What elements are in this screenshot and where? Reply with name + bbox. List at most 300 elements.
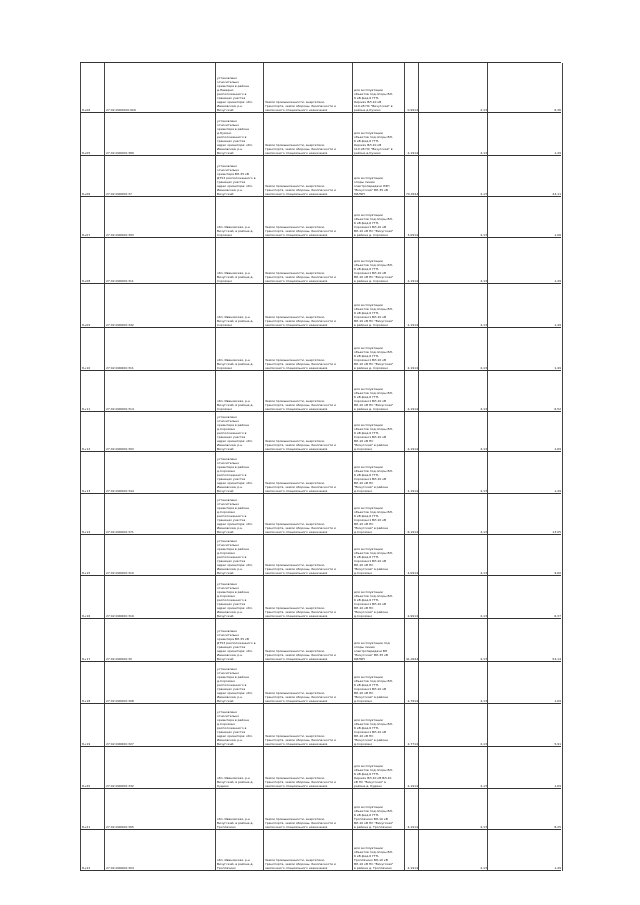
cell-area-text: 41,0914 — [406, 657, 419, 661]
cell-area-text: 2,1914 — [407, 866, 418, 870]
cell-permitted-use-text: для эксплуатации объектов под опоры ВЛ- 6 кВ фид.6 ГТП- Киржач ВЛ-10 кВ 110 кВ ПС "Вичугская" в районе д.Кузино — [354, 131, 393, 155]
cell-area-text: 2,1914 — [407, 323, 418, 327]
cell-location-text: обл. Ивановская, р-н Вичугский, в районе д. Сорохино — [217, 225, 254, 237]
table-row — [80, 327, 561, 371]
cell-permitted-use-text: для эксплуатации объектов под опоры ВЛ- 6 кВ фид.6 ГТП- Сорохино1 ВЛ-10 кВ ВЛ-10 кВ ПС "Вичугская" в районе д. Сорохино — [354, 346, 394, 370]
cell-land-category-text: Земли промышленности, энергетики, транспорта, земли обороны, безопасности и земли иного специального назначения — [265, 399, 336, 411]
cell-cadastral-number-text: 27:02:000000:37 — [106, 192, 132, 196]
cell-number-text: 8+18 — [82, 699, 91, 703]
cell-cadastral-number — [104, 535, 216, 576]
cell-land-category-text: Земли промышленности, энергетики, транспорта, земли обороны, безопасности и земли иного специального назначения — [265, 481, 336, 493]
cell-rate — [418, 704, 488, 747]
cell-area-text: 2,1914 — [407, 784, 418, 788]
cell-land-category — [263, 576, 353, 619]
table-row — [80, 534, 561, 576]
cell-permitted-use — [352, 704, 405, 747]
cell-area-text: 6,1914 — [407, 530, 418, 534]
cell-location-text: обл. Ивановская, р-н Вичугский, в районе д. Кудино — [217, 776, 254, 788]
cell-rate — [418, 619, 488, 662]
cell-permitted-use — [352, 328, 405, 371]
cell-number-text: 8+07 — [82, 233, 91, 237]
cell-cadastral-number — [104, 494, 216, 535]
cell-rate — [418, 494, 488, 535]
cell-sum-text: 1,49 — [554, 366, 561, 370]
cell-cadastral-number-text: 27:02:000000:310 — [106, 571, 134, 575]
cell-number-text: 8+17 — [82, 657, 91, 661]
cell-cadastral-number-text: 27:02:000000:314 — [106, 407, 134, 411]
cell-sum — [487, 494, 563, 535]
cell-land-category-text: Земли промышленности, энергетики, транспорта, земли обороны, безопасности и земли иного специального назначения — [265, 817, 336, 829]
cell-number — [80, 494, 105, 535]
cell-location — [215, 830, 264, 871]
cell-area-text: 70,0914 — [406, 192, 419, 196]
cell-rate-text: 2,13 — [480, 192, 487, 196]
cell-area — [404, 328, 419, 371]
cell-rate-text: 2,13 — [480, 742, 487, 746]
cell-rate — [418, 576, 488, 619]
cell-permitted-use-text: для эксплуатации объектов под опоры ВЛ- 6 кВ фид.6 ГТП- Сорохино1 ВЛ-10 кВ ВЛ-10 кВ ПС "Вичугская" в районе д. Сорохино — [354, 387, 394, 411]
cell-permitted-use — [352, 63, 405, 113]
cell-sum — [487, 113, 563, 156]
cell-sum-text: 13,05 — [552, 530, 561, 534]
cell-permitted-use-text: для эксплуатации объектов под опоры ВЛ- 6 кВ фид.6 ГТП- Сорохино1 ВЛ-10 кВ ВЛ-10 кВ ПС "Вичугская" в районе д. Сорохино — [354, 259, 394, 283]
cell-number-text: 8+12 — [82, 447, 91, 451]
cell-area — [404, 535, 419, 576]
cell-number — [80, 452, 105, 494]
cell-land-category-text: Земли промышленности, энергетики, транспорта, земли обороны, безопасности и земли иного специального назначения — [265, 691, 336, 703]
cell-sum-text: 24,11 — [552, 192, 561, 196]
cell-area — [404, 238, 419, 284]
cell-area — [404, 452, 419, 494]
table-row — [80, 62, 561, 113]
cell-area-text: 2,1914 — [407, 489, 418, 493]
cell-rate-text: 2,13 — [480, 366, 487, 370]
cell-location-text: установлено относительно ориентира в районе д.Сорохино расположенного в границах участка адрес ориентира: обл. Ивановская, р-н Вичугский — [217, 582, 253, 618]
cell-land-category — [263, 63, 353, 113]
cell-sum-text: 1,49 — [554, 489, 561, 493]
cell-location-text: обл. Ивановская, р-н Вичугский, в районе д. Сорохино — [217, 315, 254, 327]
cell-land-category — [263, 830, 353, 871]
cell-land-category-text: Земли промышленности, энергетики, транспорта, земли обороны, безопасности и земли иного специального назначения — [265, 522, 336, 534]
cell-rate-text: 2,13 — [480, 571, 487, 575]
cell-sum-text: 1,69 — [554, 784, 561, 788]
table-row — [80, 575, 561, 619]
cell-permitted-use-text: для эксплуатации объектов под опоры ВЛ- 6 кВ фид.6 ГТП- Сорохино1 ВЛ-10 кВ ВЛ-10 кВ ПС "Вичугская" в районе д.Сорохино — [354, 547, 393, 575]
cell-number — [80, 789, 105, 830]
cell-number-text: 8+06 — [82, 192, 91, 196]
cell-sum — [487, 830, 563, 871]
cell-rate — [418, 452, 488, 494]
cell-sum — [487, 619, 563, 662]
cell-sum-text: 8,25 — [554, 825, 561, 829]
cell-location — [215, 63, 264, 113]
cell-cadastral-number-text: 27:02:000000:332 — [106, 784, 134, 788]
cell-sum-text: 1,49 — [554, 866, 561, 870]
cell-permitted-use — [352, 452, 405, 494]
cell-area — [404, 113, 419, 156]
cell-number-text: 8+16 — [82, 614, 91, 618]
cell-number-text: 8+10 — [82, 366, 91, 370]
cell-area-text: 2,1914 — [407, 151, 418, 155]
cell-cadastral-number-text: 27:02:000000:344 — [106, 489, 134, 493]
cell-sum-text: 9,60 — [554, 571, 561, 575]
cell-number-text: 8+13 — [82, 489, 91, 493]
cell-location — [215, 662, 264, 704]
cell-permitted-use — [352, 830, 405, 871]
cell-cadastral-number — [104, 412, 216, 452]
cell-sum — [487, 576, 563, 619]
table-row — [80, 370, 561, 412]
cell-rate-text: 2,13 — [480, 866, 487, 870]
cell-sum — [487, 747, 563, 789]
cell-location — [215, 704, 264, 747]
cell-number-text: 8+11 — [82, 407, 91, 411]
table-row — [80, 746, 561, 789]
cell-rate — [418, 238, 488, 284]
cell-sum-text: 6,36 — [554, 108, 561, 112]
cell-rate-text: 2,13 — [480, 489, 487, 493]
cell-sum-text: 1,49 — [554, 151, 561, 155]
cell-rate-text: 2,13 — [480, 784, 487, 788]
table-row — [80, 618, 561, 662]
cell-location-text: установлено относительно ориентира в районе д.Сорохино расположенного в границах участка адрес ориентира: обл. Ивановская, р-н Вичугский — [217, 539, 253, 575]
cell-location-text: обл. Ивановская, р-н Вичугский, в районе д. Сорохино — [217, 399, 254, 411]
cell-cadastral-number — [104, 284, 216, 328]
cell-cadastral-number — [104, 747, 216, 789]
cell-permitted-use-text: для эксплуатации объектов под опоры ВЛ- 6 кВ фид.6 ГТП- Троплячино ВЛ-10 кВ ВЛ-10 кВ ПС "Вичугская" в районе д. Троплячино — [354, 846, 394, 870]
cell-location-text: обл. Ивановская, р-н Вичугский, в районе д. Троплячино — [217, 817, 254, 829]
cell-location-text: обл. Ивановская, р-н Вичугский, в районе д. Сорохино — [217, 358, 254, 370]
cell-cadastral-number — [104, 113, 216, 156]
cell-number — [80, 412, 105, 452]
cell-area — [404, 789, 419, 830]
cell-rate — [418, 284, 488, 328]
cell-permitted-use-text: для эксплуатации объектов под опоры ВЛ- 6 кВ фид.6 ГТП- Киржач ВЛ-10 кВ ВЛ-10 кВ ПС "Вичугская" в районе д. Кудино — [354, 764, 393, 788]
cell-sum — [487, 63, 563, 113]
cell-location — [215, 535, 264, 576]
cell-location — [215, 747, 264, 789]
cell-location — [215, 619, 264, 662]
cell-sum — [487, 412, 563, 452]
cell-land-category-text: Земли промышленности, энергетики, транспорта, земли обороны, безопасности и земли иного специального назначения — [265, 776, 336, 788]
cell-sum — [487, 452, 563, 494]
cell-sum-text: 6,52 — [554, 407, 561, 411]
cell-sum — [487, 371, 563, 412]
cell-location-text: обл. Ивановская, р-н Вичугский, в районе д. Сорохино — [217, 271, 254, 283]
cell-land-category — [263, 747, 353, 789]
cell-cadastral-number-text: 27:02:0000000:909 — [106, 108, 136, 112]
cell-rate-text: 2,13 — [480, 108, 487, 112]
cell-permitted-use-text: для эксплуатации объектов под опоры ВЛ- 6 кВ фид.6 ГТП- Сорохино1 ВЛ-10 кВ ВЛ-10 кВ ПС "Вичугская" в районе д.Сорохино — [354, 718, 393, 746]
cell-area-text: 2,7914 — [407, 699, 418, 703]
cell-land-category-text: Земли промышленности, энергетики, транспорта, земли обороны, безопасности и земли иного специального назначения — [265, 649, 336, 661]
cell-land-category-text: Земли промышленности, энергетики, транспорта, земли обороны, безопасности и земли иного специального назначения — [265, 563, 336, 575]
cell-cadastral-number — [104, 704, 216, 747]
cell-sum-text: 6,37 — [554, 614, 561, 618]
cell-cadastral-number-text: 27:02:000000:311 — [106, 279, 134, 283]
cell-rate-text: 2,13 — [480, 530, 487, 534]
cell-location-text: установлено относительно ориентира в районе д.Сорохино расположенного в границах участка адрес ориентира: обл. Ивановская, р-н Вичугский — [217, 710, 253, 746]
cell-cadastral-number — [104, 371, 216, 412]
cell-number — [80, 619, 105, 662]
cell-rate-text: 2,13 — [480, 825, 487, 829]
cell-sum — [487, 238, 563, 284]
cell-land-category — [263, 284, 353, 328]
cell-land-category — [263, 238, 353, 284]
cell-cadastral-number-text: 27:02:000000:389 — [106, 151, 134, 155]
cell-land-category-text: Земли промышленности, энергетики, транспорта, земли обороны, безопасности и земли иного специального назначения — [265, 100, 336, 112]
cell-cadastral-number-text: 27:02:000000:304 — [106, 866, 134, 870]
cell-rate-text: 2,13 — [480, 614, 487, 618]
cell-area — [404, 197, 419, 238]
cell-rate — [418, 662, 488, 704]
cell-cadastral-number — [104, 63, 216, 113]
cell-land-category-text: Земли промышленности, энергетики, транспорта, земли обороны, безопасности и земли иного специального назначения — [265, 358, 336, 370]
cell-sum — [487, 284, 563, 328]
cell-rate — [418, 328, 488, 371]
cell-sum-text: 5,91 — [554, 742, 561, 746]
cell-area — [404, 576, 419, 619]
table-row — [80, 661, 561, 704]
cell-rate-text: 2,13 — [480, 407, 487, 411]
cell-permitted-use-text: для эксплуатации объектов под опоры ВЛ- 6 кВ фид.6 ГТП- Сорохино1 ВЛ-10 кВ ВЛ-10 кВ ПС "Вичугская" в районе д.Сорохино — [354, 423, 393, 451]
cell-area-text: 2,9914 — [407, 614, 418, 618]
cell-cadastral-number-text: 27:02:000000:30 — [106, 657, 132, 661]
cell-land-category — [263, 662, 353, 704]
cell-permitted-use-text: для эксплуатации объектов под опоры ВЛ- 6 кВ фид.6 ГТП- Сорохино1 ВЛ-10 кВ ВЛ-10 кВ ПС "Вичугская" в районе д.Сорохино — [354, 675, 393, 703]
cell-number-text: 8+08 — [82, 279, 91, 283]
cell-area-text: 2,1914 — [407, 279, 418, 283]
cell-land-category-text: Земли промышленности, энергетики, транспорта, земли обороны, безопасности и земли иного специального назначения — [265, 858, 336, 870]
cell-permitted-use — [352, 284, 405, 328]
cell-location-text: установлено относительно ориентира в районе д.Сорохино расположенного в границах участка адрес ориентира: обл. Ивановская, р-н Вичугский — [217, 498, 253, 534]
cell-location-text: установлено относительно ориентира в районе д.Сорохино расположенного в границах участка адрес ориентира: обл. Ивановская, р-н Вичугский — [217, 457, 253, 493]
cell-area — [404, 494, 419, 535]
cell-rate — [418, 789, 488, 830]
cell-cadastral-number — [104, 830, 216, 871]
cell-number — [80, 747, 105, 789]
cell-sum-text: 1,49 — [554, 323, 561, 327]
cell-cadastral-number-text: 27:02:000000:327 — [106, 742, 134, 746]
cell-number-text: 8+06 — [82, 108, 91, 112]
cell-cadastral-number — [104, 789, 216, 830]
cell-rate-text: 2,13 — [480, 323, 487, 327]
table-row — [80, 829, 561, 871]
table-row — [80, 283, 561, 328]
cell-location-text: обл. Ивановская, р-н Вичугский, в районе д. Троплячино — [217, 858, 254, 870]
cell-cadastral-number-text: 27:02:000000:319 — [106, 614, 134, 618]
cell-location — [215, 156, 264, 197]
cell-area — [404, 619, 419, 662]
cell-cadastral-number — [104, 238, 216, 284]
table-row — [80, 196, 561, 238]
cell-rate-text: 2,13 — [480, 447, 487, 451]
cell-number-text: 8+22 — [82, 866, 91, 870]
cell-sum-text: 1,69 — [554, 447, 561, 451]
cell-rate-text: 2,13 — [480, 657, 487, 661]
cell-permitted-use-text: для эксплуатации под опоры линии электропередачи ВЛ "Вичугская" ВЛ-35 кВ КИЛ9Н — [354, 641, 390, 661]
cell-rate-text: 2,13 — [480, 151, 487, 155]
cell-area — [404, 830, 419, 871]
cell-permitted-use — [352, 619, 405, 662]
cell-number — [80, 371, 105, 412]
cell-permitted-use — [352, 662, 405, 704]
table-row — [80, 451, 561, 494]
cell-area-text: 2,1914 — [407, 447, 418, 451]
cell-permitted-use-text: для эксплуатации опоры линии электропередачи ЛЭП "Вичугская" ВЛ-35 кВ КИЛ9Н — [354, 176, 390, 196]
cell-area — [404, 284, 419, 328]
cell-area-text: 4,1914 — [407, 825, 418, 829]
cell-location-text: установлено относительно ориентира ВЛ-35 кВ ДТЧ3 расположенного в границах участка адрес ориентира: обл. Ивановская, р-н Вичугский — [217, 629, 256, 661]
cell-sum — [487, 704, 563, 747]
cell-land-category-text: Земли промышленности, энергетики, транспорта, земли обороны, безопасности и земли иного специального назначения — [265, 606, 336, 618]
cell-number-text: 8+15 — [82, 571, 91, 575]
cell-location — [215, 576, 264, 619]
cell-land-category — [263, 371, 353, 412]
cell-cadastral-number — [104, 452, 216, 494]
cell-location — [215, 197, 264, 238]
table-row — [80, 411, 561, 452]
cell-permitted-use — [352, 789, 405, 830]
cell-permitted-use-text: для эксплуатации объектов под опоры ВЛ- 6 кВ фид.6 ГТП- Сорохино1 ВЛ-10 кВ ВЛ-10 кВ ПС "Вичугская" в районе д.Сорохино — [354, 506, 393, 534]
cell-land-category — [263, 494, 353, 535]
cell-rate — [418, 113, 488, 156]
cell-number — [80, 197, 105, 238]
cell-sum — [487, 662, 563, 704]
cell-area — [404, 704, 419, 747]
cell-number — [80, 535, 105, 576]
cell-land-category — [263, 789, 353, 830]
cell-permitted-use-text: для эксплуатации объектов под опоры ВЛ- 6 кВ фид.6 ГТП- Сорохино1 ВЛ-10 кВ ВЛ-10 кВ ПС "Вичугская" в районе д. Сорохино — [354, 213, 394, 237]
cell-rate-text: 2,13 — [480, 233, 487, 237]
cell-rate — [418, 830, 488, 871]
cell-area — [404, 412, 419, 452]
cell-area — [404, 371, 419, 412]
cell-rate — [418, 197, 488, 238]
cell-cadastral-number — [104, 156, 216, 197]
cell-land-category — [263, 412, 353, 452]
cell-location — [215, 494, 264, 535]
cell-location-text: установлено относительно ориентира в районе д.Сорохино расположенного в границах участка адрес ориентира: обл. Ивановская, р-н Вичугский — [217, 415, 253, 451]
cell-sum — [487, 156, 563, 197]
cell-cadastral-number-text: 27:02:000000:308 — [106, 699, 134, 703]
cell-permitted-use-text: для эксплуатации объектов под опоры ВЛ- 6 кВ фид.6 ГТП- Сорохино1 ВЛ-10 кВ ВЛ-10 кВ ПС "Вичугская" в районе д.Сорохино — [354, 590, 393, 618]
cell-number — [80, 238, 105, 284]
cell-location — [215, 452, 264, 494]
cell-area-text: 2,1914 — [407, 407, 418, 411]
cell-land-category-text: Земли промышленности, энергетики, транспорта, земли обороны, безопасности и земли иного специального назначения — [265, 271, 336, 283]
cell-area-text: 2,7714 — [407, 742, 418, 746]
cell-land-category — [263, 328, 353, 371]
cell-land-category — [263, 156, 353, 197]
cell-rate-text: 2,13 — [480, 279, 487, 283]
cell-land-category — [263, 704, 353, 747]
cell-sum-text: 1,69 — [554, 699, 561, 703]
table-row — [80, 155, 561, 197]
cell-land-category — [263, 113, 353, 156]
cell-location — [215, 412, 264, 452]
cell-area-text: 3,0914 — [407, 233, 418, 237]
cell-rate-text: 2,13 — [480, 699, 487, 703]
cell-area — [404, 63, 419, 113]
cell-area-text: 2,1914 — [407, 366, 418, 370]
cell-number — [80, 704, 105, 747]
cell-location — [215, 789, 264, 830]
cell-cadastral-number — [104, 619, 216, 662]
cell-permitted-use — [352, 371, 405, 412]
cell-permitted-use — [352, 494, 405, 535]
cell-location-text: установлено относительно ориентира в районе д.Неверно расположенного в границах участка адрес ориентира: обл. Ивановская, р-н Вичугский — [217, 76, 253, 112]
table-row — [80, 237, 561, 284]
cell-land-category-text: Земли промышленности, энергетики, транспорта, земли обороны, безопасности и земли иного специального назначения — [265, 734, 336, 746]
cell-land-category-text: Земли промышленности, энергетики, транспорта, земли обороны, безопасности и земли иного специального назначения — [265, 184, 336, 196]
cell-cadastral-number — [104, 662, 216, 704]
cell-cadastral-number — [104, 576, 216, 619]
cell-land-category — [263, 197, 353, 238]
cell-number — [80, 576, 105, 619]
cell-location-text: установлено относительно ориентира ВЛ-35 кВ ДТЧ3 расположенного в границах участка адрес ориентира: обл. Ивановская, р-н Вичугский — [217, 164, 256, 196]
cell-land-category — [263, 452, 353, 494]
cell-permitted-use — [352, 156, 405, 197]
cell-cadastral-number — [104, 328, 216, 371]
cell-rate — [418, 371, 488, 412]
cell-cadastral-number-text: 27:02:000000:371 — [106, 530, 134, 534]
cell-cadastral-number — [104, 197, 216, 238]
cell-permitted-use — [352, 238, 405, 284]
cell-cadastral-number-text: 27:02:000000:305 — [106, 825, 134, 829]
cell-number-text: 8+05 — [82, 151, 91, 155]
cell-land-category — [263, 619, 353, 662]
cell-sum-text: 1,49 — [554, 279, 561, 283]
cell-permitted-use — [352, 576, 405, 619]
cell-permitted-use-text: для эксплуатации объектов под опоры ВЛ- 6 кВ фид.6 ГТП- Сорохино1 ВЛ-10 кВ ВЛ-10 кВ ПС "Вичугская" в районе д.Сорохино — [354, 465, 393, 493]
cell-cadastral-number-text: 27:02:000000:393 — [106, 447, 134, 451]
cell-permitted-use — [352, 535, 405, 576]
table-row — [80, 112, 561, 156]
cell-number — [80, 830, 105, 871]
cell-rate — [418, 63, 488, 113]
cell-rate — [418, 156, 488, 197]
table-row — [80, 788, 561, 830]
cell-location — [215, 113, 264, 156]
cell-permitted-use-text: для эксплуатации объектов под опоры ВЛ- 6 кВ фид.6 ГТП- Киржач ВЛ-10 кВ 110 кВ ПС "Вичугская" в районе д.Кузино — [354, 88, 393, 112]
cell-location — [215, 328, 264, 371]
cell-number — [80, 63, 105, 113]
cell-rate — [418, 535, 488, 576]
cell-location — [215, 371, 264, 412]
cell-sum — [487, 328, 563, 371]
cell-land-category-text: Земли промышленности, энергетики, транспорта, земли обороны, безопасности и земли иного специального назначения — [265, 315, 336, 327]
cell-rate — [418, 747, 488, 789]
cell-cadastral-number-text: 27:02:000000:342 — [106, 323, 134, 327]
cell-location-text: установлено относительно ориентира в районе д.Сорохино расположенного в границах участка адрес ориентира: обл. Ивановская, р-н Вичугский — [217, 667, 253, 703]
cell-land-category-text: Земли промышленности, энергетики, транспорта, земли обороны, безопасности и земли иного специального назначения — [265, 439, 336, 451]
cell-cadastral-number-text: 27:02:000000:393 — [106, 233, 134, 237]
cell-number-text: 8+14 — [82, 530, 91, 534]
cell-land-category-text: Земли промышленности, энергетики, транспорта, земли обороны, безопасности и земли иного специального назначения — [265, 143, 336, 155]
cell-area-text: 0,9914 — [407, 108, 418, 112]
cell-location — [215, 238, 264, 284]
cell-number — [80, 284, 105, 328]
cell-number — [80, 156, 105, 197]
cell-number — [80, 328, 105, 371]
cell-cadastral-number-text: 27:02:000000:311 — [106, 366, 134, 370]
cell-number — [80, 113, 105, 156]
cell-sum — [487, 535, 563, 576]
cell-sum-text: 54,14 — [552, 657, 561, 661]
cell-location-text: установлено относительно ориентира в районе д.Кузино расположенного в границах участка адрес ориентира: обл. Ивановская, р-н Вичугский — [217, 119, 253, 155]
cell-permitted-use — [352, 197, 405, 238]
